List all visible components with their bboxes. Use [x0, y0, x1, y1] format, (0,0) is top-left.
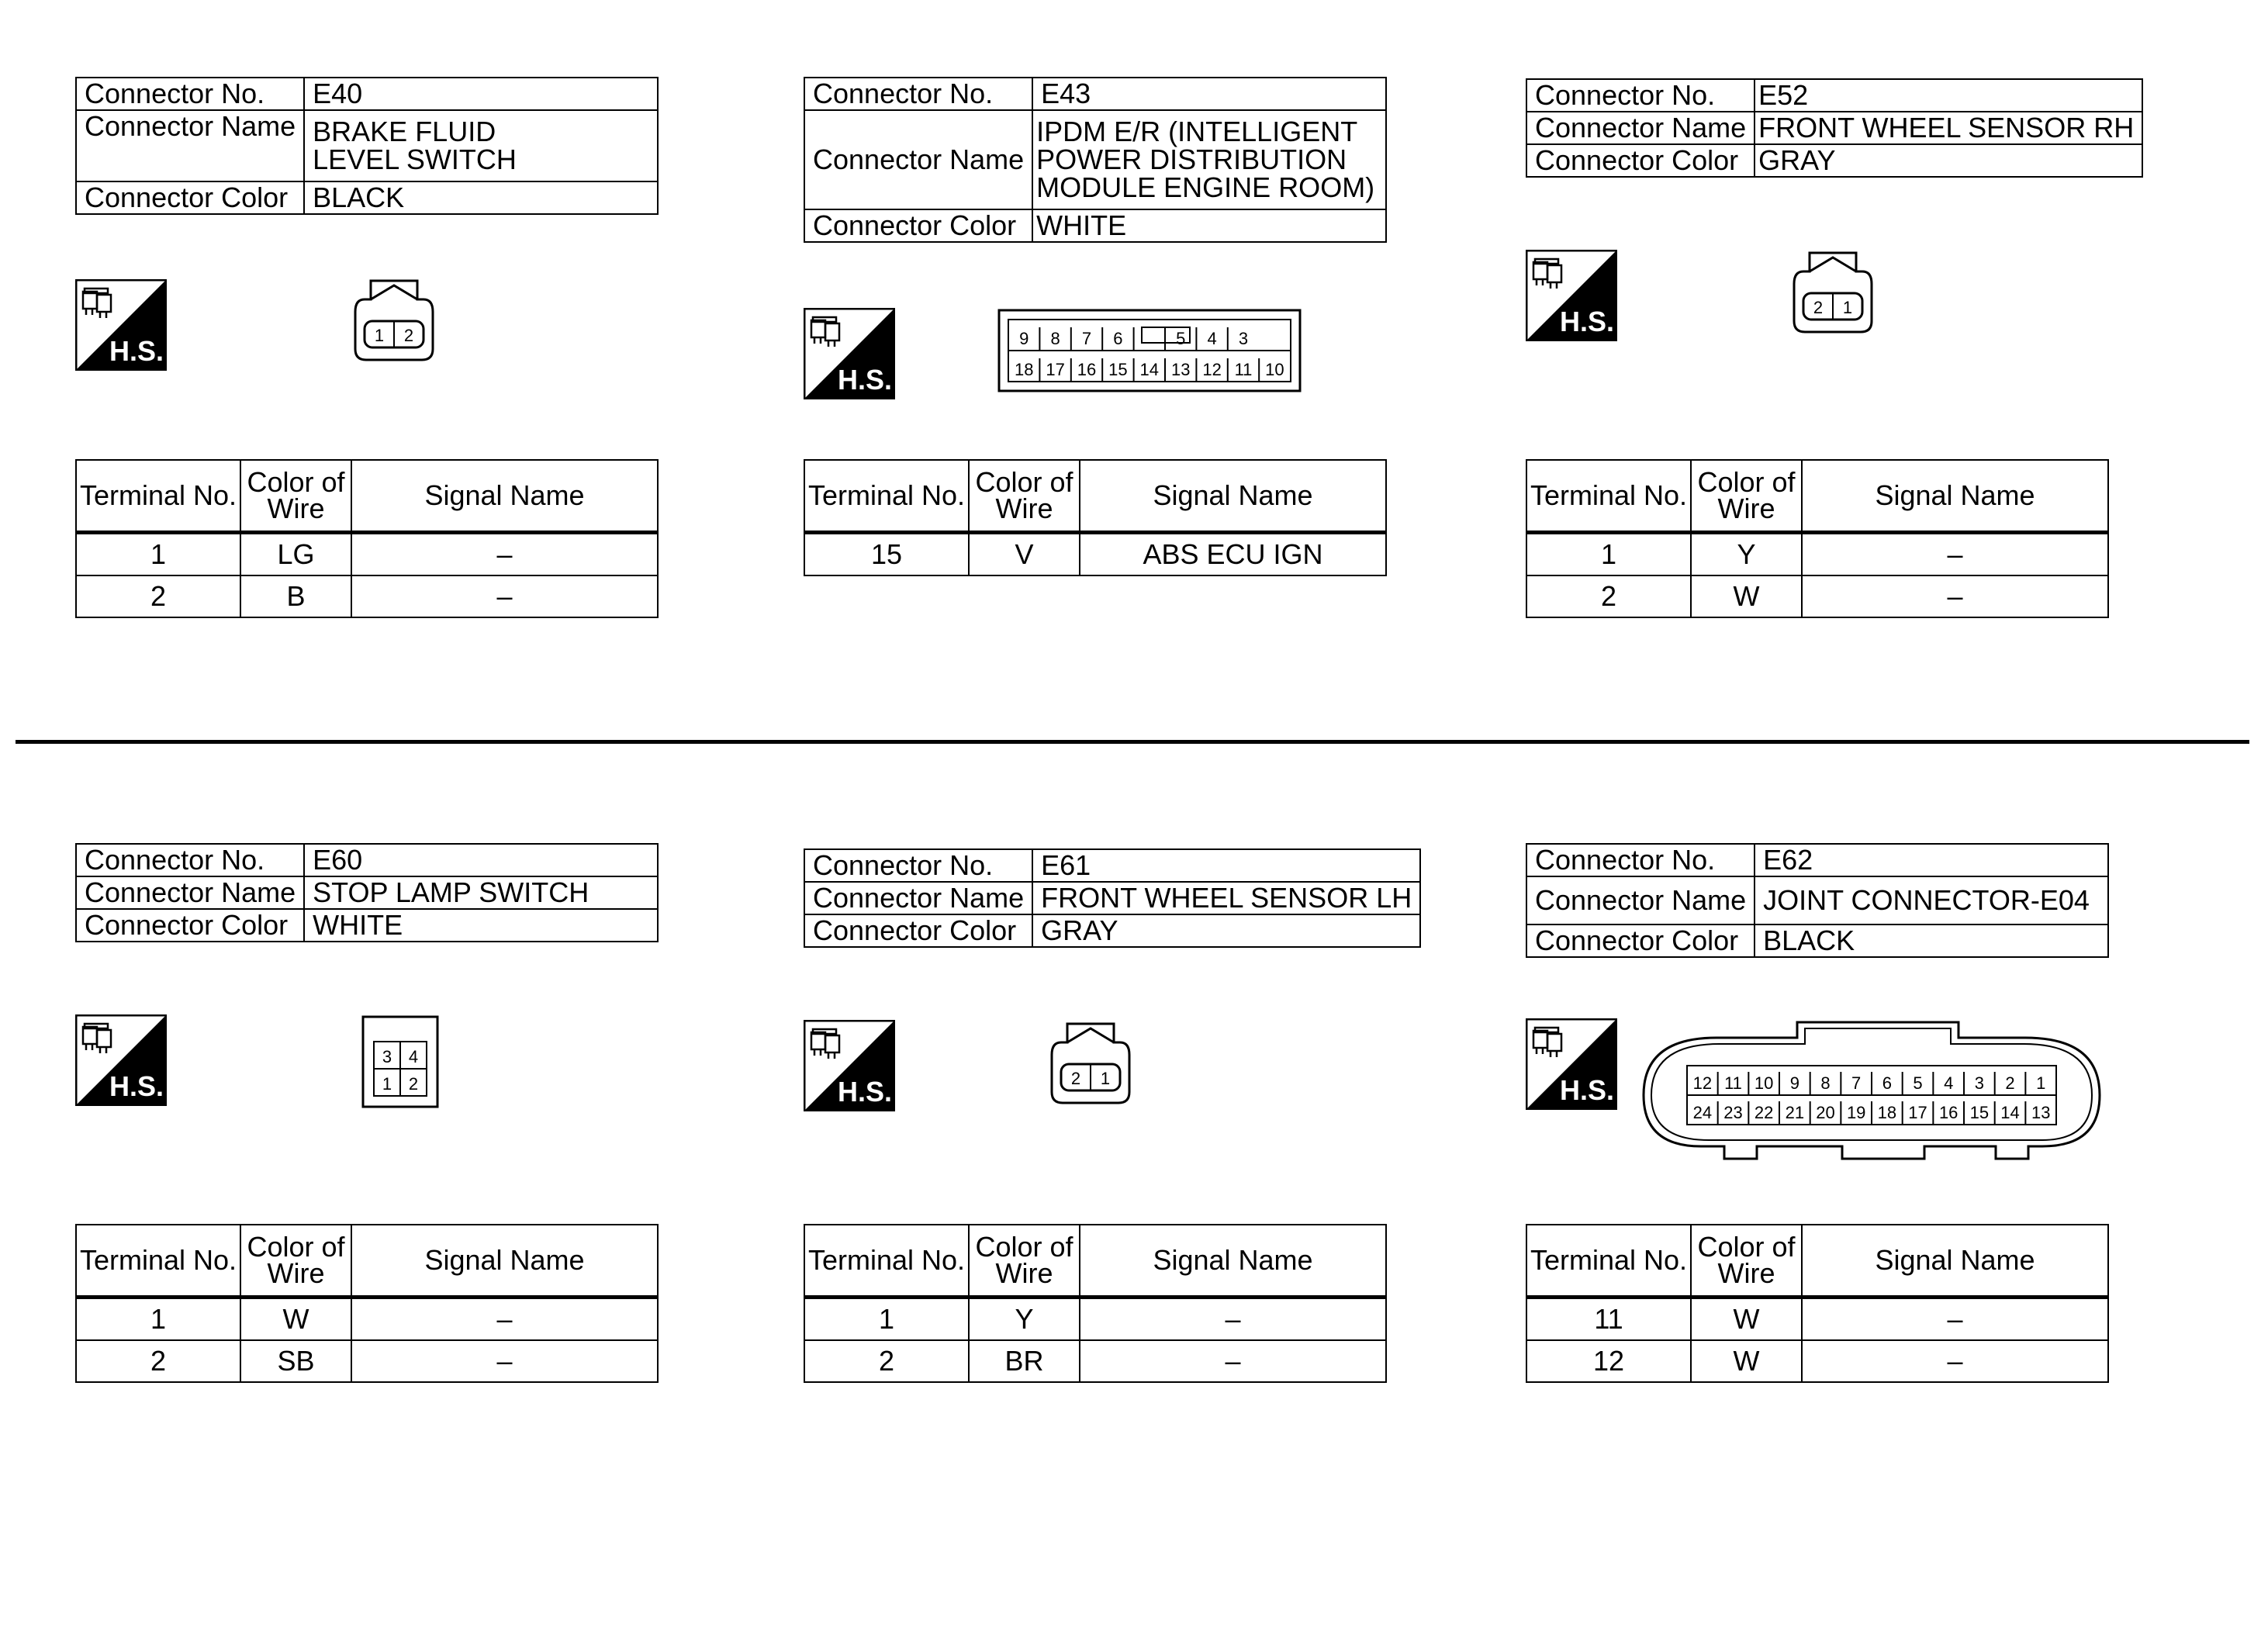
- wire-color-header: Color of Wire: [240, 460, 351, 533]
- harness-side-icon: [75, 279, 167, 371]
- terminal-table: [75, 459, 659, 618]
- pin-label: 7: [1081, 329, 1092, 348]
- section-divider: [16, 740, 2249, 744]
- pin-label: 9: [1019, 329, 1029, 348]
- connector-no-value: E60: [304, 844, 658, 876]
- connector-no-label: Connector No.: [76, 78, 304, 110]
- connector-color-value: WHITE: [304, 909, 658, 942]
- pin-label: 14: [1139, 360, 1160, 379]
- pin-label: 11: [1234, 360, 1253, 379]
- terminal-no-cell: 11: [1526, 1298, 1691, 1341]
- pin-label: 22: [1754, 1103, 1774, 1122]
- pin-label: 3: [382, 1047, 392, 1066]
- pin-label: 15: [1969, 1103, 1990, 1122]
- terminal-no-header: Terminal No.: [1526, 1225, 1691, 1298]
- connector-no-label: Connector No.: [804, 849, 1032, 882]
- signal-name-cell: –: [351, 1298, 658, 1341]
- pin-label: 2: [1070, 1069, 1081, 1088]
- pin-label: 18: [1014, 360, 1034, 379]
- signal-name-cell: –: [1802, 1298, 2108, 1341]
- terminal-no-cell: 2: [804, 1340, 969, 1382]
- terminal-table: [75, 1224, 659, 1383]
- pin-label: 17: [1046, 360, 1065, 379]
- wire-color-cell: W: [1691, 1298, 1802, 1341]
- connector-name-label: Connector Name: [76, 876, 304, 909]
- connector-e52-diagram: [1786, 250, 1879, 337]
- pin-label: 11: [1724, 1073, 1742, 1093]
- terminal-table: [804, 459, 1387, 576]
- connector-no-value: E62: [1755, 844, 2108, 876]
- pin-label: 2: [403, 326, 414, 345]
- pin-label: 13: [2031, 1103, 2051, 1122]
- connector-e40-block: [75, 77, 659, 215]
- connector-color-label: Connector Color: [1526, 924, 1755, 957]
- signal-name-cell: –: [1080, 1340, 1386, 1382]
- pin-label: 1: [1842, 298, 1853, 317]
- connector-e40-diagram: [347, 278, 441, 365]
- connector-name-label: Connector Name: [76, 110, 304, 181]
- pin-label: 7: [1851, 1073, 1862, 1093]
- connector-no-label: Connector No.: [76, 844, 304, 876]
- connector-name-label: Connector Name: [1526, 112, 1755, 144]
- wire-color-cell: BR: [969, 1340, 1080, 1382]
- connector-name-value: STOP LAMP SWITCH: [304, 876, 658, 909]
- pin-label: 14: [2000, 1103, 2020, 1122]
- connector-no-value: E52: [1755, 79, 2142, 112]
- wire-color-header: Color of Wire: [969, 1225, 1080, 1298]
- connector-info-table: [1526, 78, 2143, 178]
- connector-name-label: Connector Name: [804, 882, 1032, 914]
- connector-name-label: Connector Name: [1526, 876, 1755, 924]
- pin-label: 1: [374, 326, 385, 345]
- wire-color-cell: W: [1691, 1340, 1802, 1382]
- connector-info-table: [75, 843, 659, 942]
- pin-label: 5: [1176, 329, 1186, 348]
- terminal-no-cell: 15: [804, 533, 969, 576]
- pin-label: 20: [1816, 1103, 1835, 1122]
- connector-color-label: Connector Color: [76, 909, 304, 942]
- pin-label: 3: [1974, 1073, 1984, 1093]
- wire-color-cell: W: [1691, 575, 1802, 617]
- wire-color-cell: LG: [240, 533, 351, 576]
- harness-side-icon: [804, 1020, 895, 1111]
- pin-label: 23: [1723, 1103, 1743, 1122]
- pin-label: 2: [2005, 1073, 2015, 1093]
- pin-label: 12: [1202, 360, 1222, 379]
- terminal-table-e43-wrap: [804, 459, 1387, 576]
- pin-label: 4: [1944, 1073, 1954, 1093]
- connector-info-table: [804, 848, 1421, 948]
- pin-label: 2: [1813, 298, 1824, 317]
- signal-name-cell: –: [351, 575, 658, 617]
- connector-name-value: BRAKE FLUID LEVEL SWITCH: [304, 110, 658, 181]
- pin-label: 16: [1077, 360, 1097, 379]
- signal-name-header: Signal Name: [351, 1225, 658, 1298]
- table-row: [76, 1340, 658, 1382]
- pin-label: 24: [1692, 1103, 1713, 1122]
- connector-no-label: Connector No.: [804, 78, 1032, 110]
- table-row: [76, 533, 658, 576]
- connector-info-table: [804, 77, 1387, 243]
- wire-color-header: Color of Wire: [1691, 460, 1802, 533]
- signal-name-header: Signal Name: [1080, 460, 1386, 533]
- table-row: [1526, 1340, 2108, 1382]
- connector-color-label: Connector Color: [76, 181, 304, 214]
- pin-label: 1: [1100, 1069, 1111, 1088]
- pin-label: 8: [1050, 329, 1060, 348]
- connector-name-label: Connector Name: [804, 110, 1032, 209]
- signal-name-header: Signal Name: [1802, 1225, 2108, 1298]
- connector-color-label: Connector Color: [804, 914, 1032, 947]
- connector-color-value: GRAY: [1755, 144, 2142, 177]
- pin-label: 13: [1170, 360, 1191, 379]
- connector-color-value: BLACK: [304, 181, 658, 214]
- signal-name-header: Signal Name: [1080, 1225, 1386, 1298]
- terminal-no-cell: 1: [804, 1298, 969, 1341]
- pin-label: 3: [1238, 329, 1249, 348]
- pin-label: 12: [1692, 1073, 1713, 1093]
- signal-name-header: Signal Name: [1802, 460, 2108, 533]
- connector-e62-block: [1526, 843, 2109, 958]
- connector-e62-diagram: [1639, 1018, 2104, 1166]
- connector-no-label: Connector No.: [1526, 79, 1755, 112]
- signal-name-cell: –: [1080, 1298, 1386, 1341]
- connector-e61-block: [804, 848, 1421, 948]
- connector-name-value: IPDM E/R (INTELLIGENT POWER DISTRIBUTION MODULE ENGINE ROOM): [1032, 110, 1386, 209]
- wire-color-cell: B: [240, 575, 351, 617]
- terminal-table: [804, 1224, 1387, 1383]
- pin-label: 4: [408, 1047, 419, 1066]
- terminal-table-e60-wrap: [75, 1224, 659, 1383]
- signal-name-cell: –: [351, 533, 658, 576]
- harness-side-icon: [75, 1014, 167, 1106]
- connector-color-value: WHITE: [1032, 209, 1386, 242]
- connector-e52-block: [1526, 78, 2143, 178]
- pin-label: 21: [1785, 1103, 1805, 1122]
- pin-label: 10: [1265, 360, 1284, 379]
- table-row: [1526, 533, 2108, 576]
- terminal-no-header: Terminal No.: [76, 460, 240, 533]
- connector-color-value: GRAY: [1032, 914, 1420, 947]
- terminal-no-cell: 1: [1526, 533, 1691, 576]
- connector-no-value: E40: [304, 78, 658, 110]
- pin-label: 15: [1108, 360, 1128, 379]
- pin-label: 10: [1754, 1073, 1774, 1093]
- connector-no-value: E61: [1032, 849, 1420, 882]
- signal-name-cell: –: [351, 1340, 658, 1382]
- wire-color-header: Color of Wire: [240, 1225, 351, 1298]
- connector-name-value: FRONT WHEEL SENSOR RH: [1755, 112, 2142, 144]
- terminal-table-e61-wrap: [804, 1224, 1387, 1383]
- terminal-no-header: Terminal No.: [76, 1225, 240, 1298]
- connector-e60-block: [75, 843, 659, 942]
- pin-label: 16: [1938, 1103, 1958, 1122]
- terminal-no-header: Terminal No.: [804, 1225, 969, 1298]
- connector-info-table: [75, 77, 659, 215]
- wire-color-cell: SB: [240, 1340, 351, 1382]
- terminal-table-e40-wrap: [75, 459, 659, 618]
- terminal-no-cell: 2: [76, 1340, 240, 1382]
- table-row: [804, 1298, 1386, 1341]
- table-row: [1526, 575, 2108, 617]
- connector-info-table: [1526, 843, 2109, 958]
- connector-name-value: JOINT CONNECTOR-E04: [1755, 876, 2108, 924]
- signal-name-cell: –: [1802, 575, 2108, 617]
- wire-color-header: Color of Wire: [969, 460, 1080, 533]
- pin-label: 8: [1820, 1073, 1831, 1093]
- signal-name-header: Signal Name: [351, 460, 658, 533]
- harness-side-icon: [804, 308, 895, 399]
- terminal-no-header: Terminal No.: [804, 460, 969, 533]
- wire-color-header: Color of Wire: [1691, 1225, 1802, 1298]
- wire-color-cell: V: [969, 533, 1080, 576]
- terminal-table: [1526, 1224, 2109, 1383]
- pin-label: 5: [1913, 1073, 1923, 1093]
- harness-side-icon: [1526, 250, 1617, 341]
- terminal-no-header: Terminal No.: [1526, 460, 1691, 533]
- pin-label: 4: [1207, 329, 1217, 348]
- terminal-no-cell: 2: [76, 575, 240, 617]
- pin-label: 18: [1877, 1103, 1897, 1122]
- pin-label: 17: [1908, 1103, 1927, 1122]
- connector-e43-diagram: [997, 309, 1302, 392]
- pin-label: 1: [2036, 1073, 2046, 1093]
- table-row: [76, 1298, 658, 1341]
- signal-name-cell: ABS ECU IGN: [1080, 533, 1386, 576]
- wire-color-cell: Y: [1691, 533, 1802, 576]
- table-row: [804, 1340, 1386, 1382]
- connector-e60-diagram: [361, 1015, 439, 1108]
- connector-no-value: E43: [1032, 78, 1386, 110]
- terminal-table-e52-wrap: [1526, 459, 2109, 618]
- terminal-no-cell: 12: [1526, 1340, 1691, 1382]
- terminal-no-cell: 2: [1526, 575, 1691, 617]
- connector-color-label: Connector Color: [804, 209, 1032, 242]
- harness-side-icon: [1526, 1018, 1617, 1110]
- signal-name-cell: –: [1802, 533, 2108, 576]
- terminal-table-e62-wrap: [1526, 1224, 2109, 1383]
- terminal-no-cell: 1: [76, 1298, 240, 1341]
- terminal-no-cell: 1: [76, 533, 240, 576]
- wire-color-cell: Y: [969, 1298, 1080, 1341]
- pin-label: 6: [1882, 1073, 1892, 1093]
- pin-label: 1: [382, 1074, 392, 1094]
- pin-label: 2: [408, 1074, 419, 1094]
- connector-color-label: Connector Color: [1526, 144, 1755, 177]
- table-row: [76, 575, 658, 617]
- pin-label: 6: [1113, 329, 1123, 348]
- connector-e43-block: [804, 77, 1387, 243]
- pin-label: 9: [1789, 1073, 1799, 1093]
- terminal-table: [1526, 459, 2109, 618]
- connector-color-value: BLACK: [1755, 924, 2108, 957]
- connector-no-label: Connector No.: [1526, 844, 1755, 876]
- wire-color-cell: W: [240, 1298, 351, 1341]
- signal-name-cell: –: [1802, 1340, 2108, 1382]
- pin-label: 19: [1846, 1103, 1866, 1122]
- connector-e61-diagram: [1044, 1021, 1137, 1108]
- connector-name-value: FRONT WHEEL SENSOR LH: [1032, 882, 1420, 914]
- table-row: [804, 533, 1386, 576]
- table-row: [1526, 1298, 2108, 1341]
